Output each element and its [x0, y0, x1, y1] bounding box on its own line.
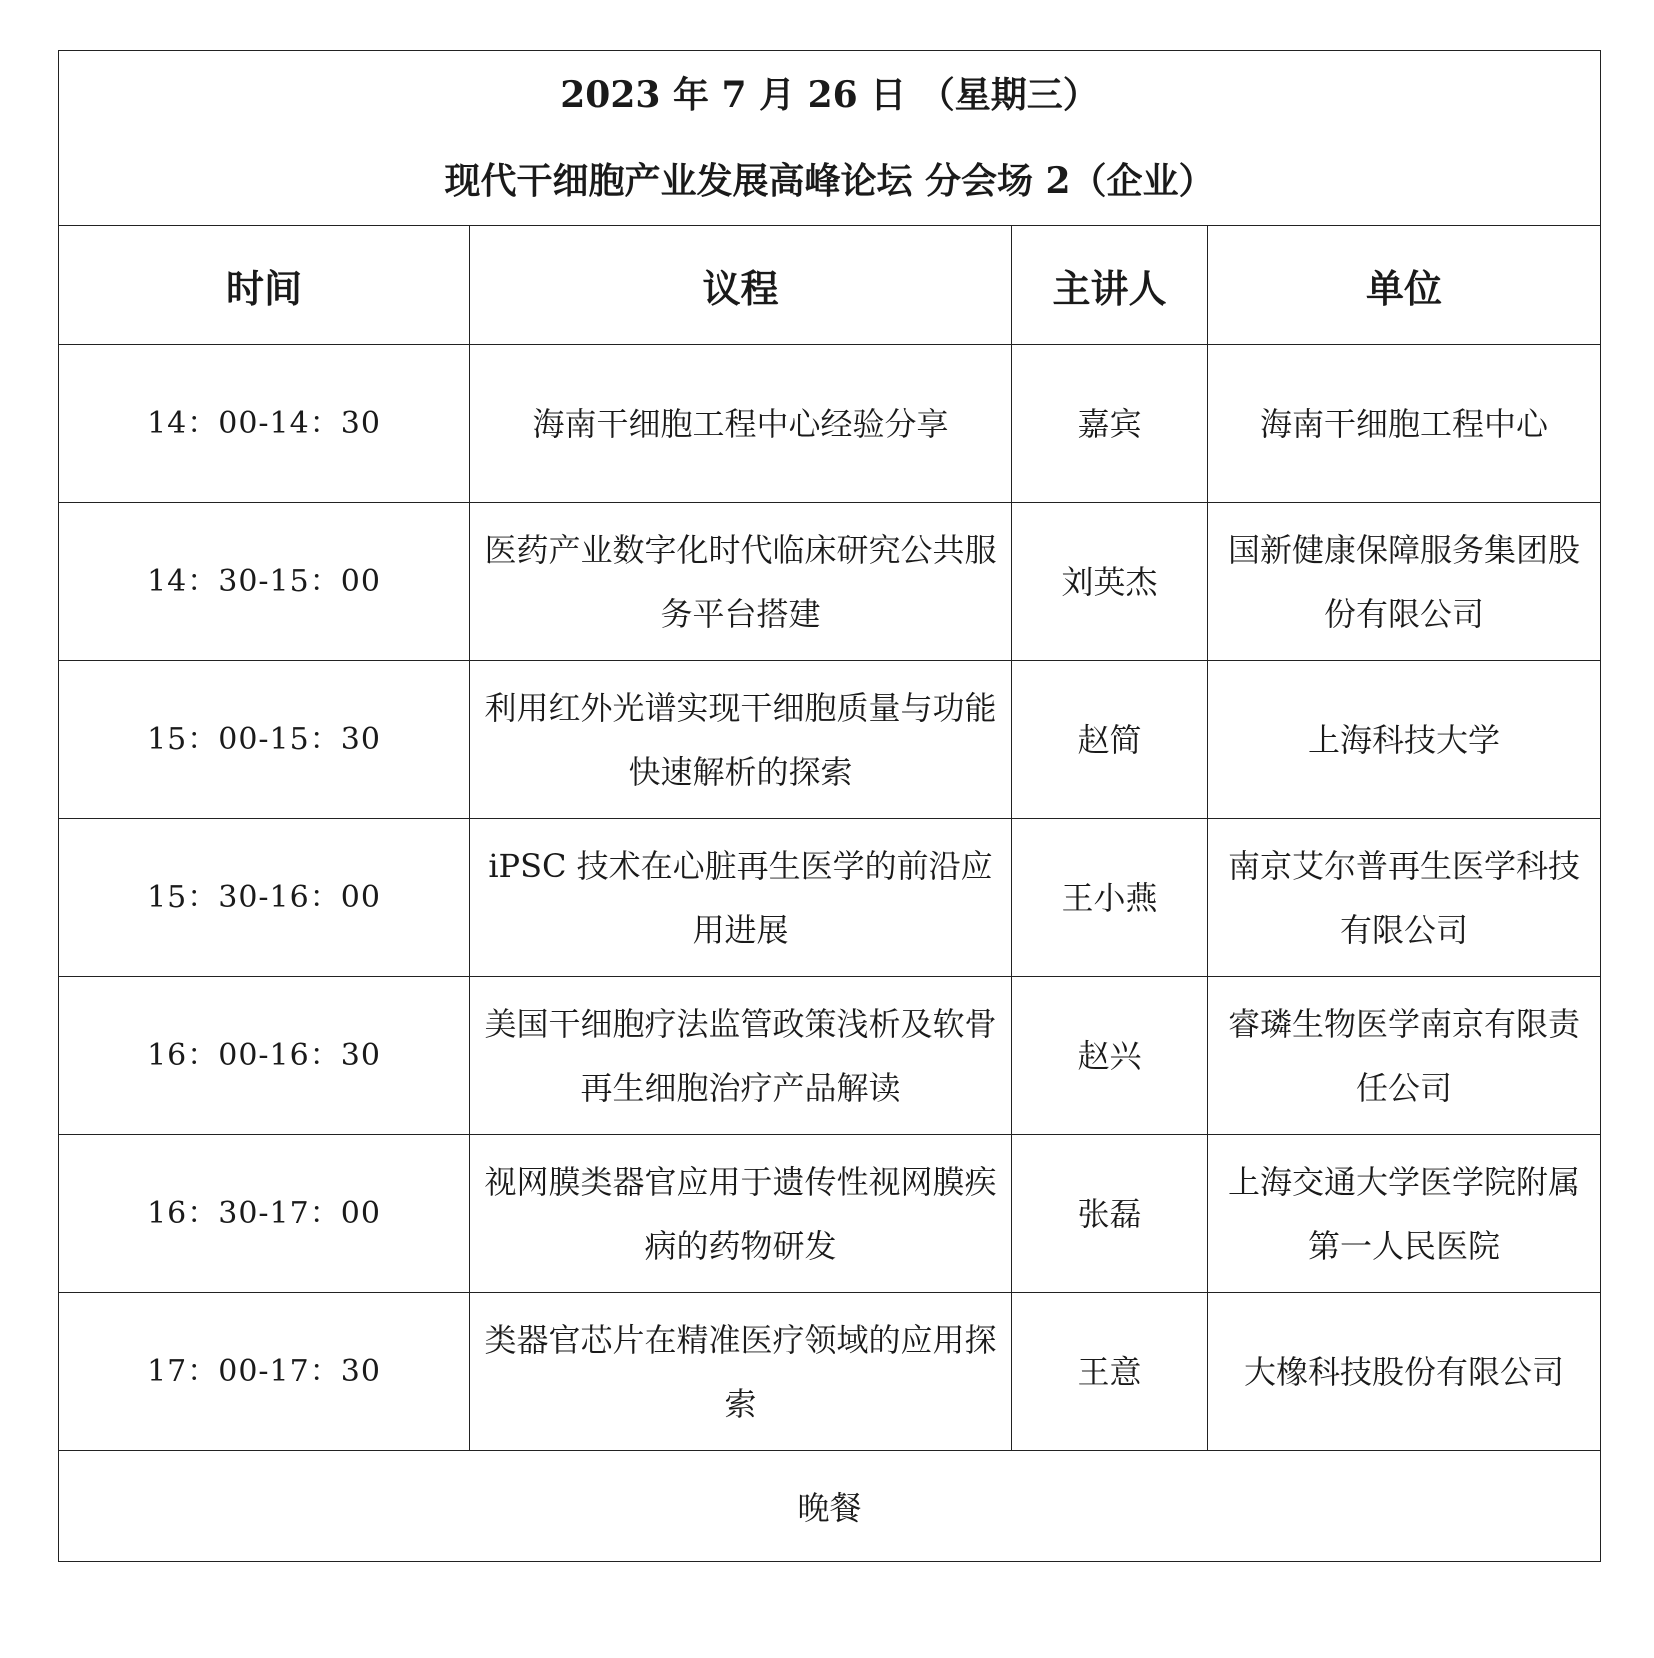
- header-organization: 单位: [1208, 226, 1601, 345]
- speaker-cell: 王小燕: [1012, 819, 1208, 977]
- agenda-table: [58, 50, 1601, 1562]
- organization-cell: 大橡科技股份有限公司: [1208, 1293, 1601, 1451]
- time-cell: 15：00-15：30: [59, 661, 470, 819]
- table-row: [59, 977, 1601, 1135]
- header-agenda: 议程: [470, 226, 1012, 345]
- title-row: [59, 51, 1601, 226]
- topic-cell: 医药产业数字化时代临床研究公共服务平台搭建: [470, 503, 1012, 661]
- time-cell: 17：00-17：30: [59, 1293, 470, 1451]
- table-row: [59, 503, 1601, 661]
- organization-cell: 上海交通大学医学院附属第一人民医院: [1208, 1135, 1601, 1293]
- title-cell: [59, 51, 1601, 226]
- topic-cell: iPSC 技术在心脏再生医学的前沿应用进展: [470, 819, 1012, 977]
- table-row: [59, 819, 1601, 977]
- organization-cell: 南京艾尔普再生医学科技有限公司: [1208, 819, 1601, 977]
- organization-cell: 上海科技大学: [1208, 661, 1601, 819]
- speaker-cell: 张磊: [1012, 1135, 1208, 1293]
- table-row: [59, 345, 1601, 503]
- topic-cell: 美国干细胞疗法监管政策浅析及软骨再生细胞治疗产品解读: [470, 977, 1012, 1135]
- dinner-cell: 晚餐: [59, 1451, 1601, 1562]
- organization-cell: 国新健康保障服务集团股份有限公司: [1208, 503, 1601, 661]
- speaker-cell: 赵简: [1012, 661, 1208, 819]
- speaker-cell: 赵兴: [1012, 977, 1208, 1135]
- organization-cell: 睿璘生物医学南京有限责任公司: [1208, 977, 1601, 1135]
- table-row: [59, 661, 1601, 819]
- table-row: [59, 1293, 1601, 1451]
- speaker-cell: 嘉宾: [1012, 345, 1208, 503]
- organization-cell: 海南干细胞工程中心: [1208, 345, 1601, 503]
- speaker-cell: 刘英杰: [1012, 503, 1208, 661]
- time-cell: 16：30-17：00: [59, 1135, 470, 1293]
- header-row: [59, 226, 1601, 345]
- time-cell: 14：00-14：30: [59, 345, 470, 503]
- topic-cell: 视网膜类器官应用于遗传性视网膜疾病的药物研发: [470, 1135, 1012, 1293]
- date-title: 2023 年 7 月 26 日 （星期三）: [560, 74, 1099, 116]
- speaker-cell: 王意: [1012, 1293, 1208, 1451]
- topic-cell: 利用红外光谱实现干细胞质量与功能快速解析的探索: [470, 661, 1012, 819]
- topic-cell: 海南干细胞工程中心经验分享: [470, 345, 1012, 503]
- time-cell: 15：30-16：00: [59, 819, 470, 977]
- header-speaker: 主讲人: [1012, 226, 1208, 345]
- table-row: [59, 1135, 1601, 1293]
- footer-row: [59, 1451, 1601, 1562]
- time-cell: 16：00-16：30: [59, 977, 470, 1135]
- forum-title: 现代干细胞产业发展高峰论坛 分会场 2（企业）: [444, 160, 1215, 202]
- header-time: 时间: [59, 226, 470, 345]
- topic-cell: 类器官芯片在精准医疗领域的应用探索: [470, 1293, 1012, 1451]
- time-cell: 14：30-15：00: [59, 503, 470, 661]
